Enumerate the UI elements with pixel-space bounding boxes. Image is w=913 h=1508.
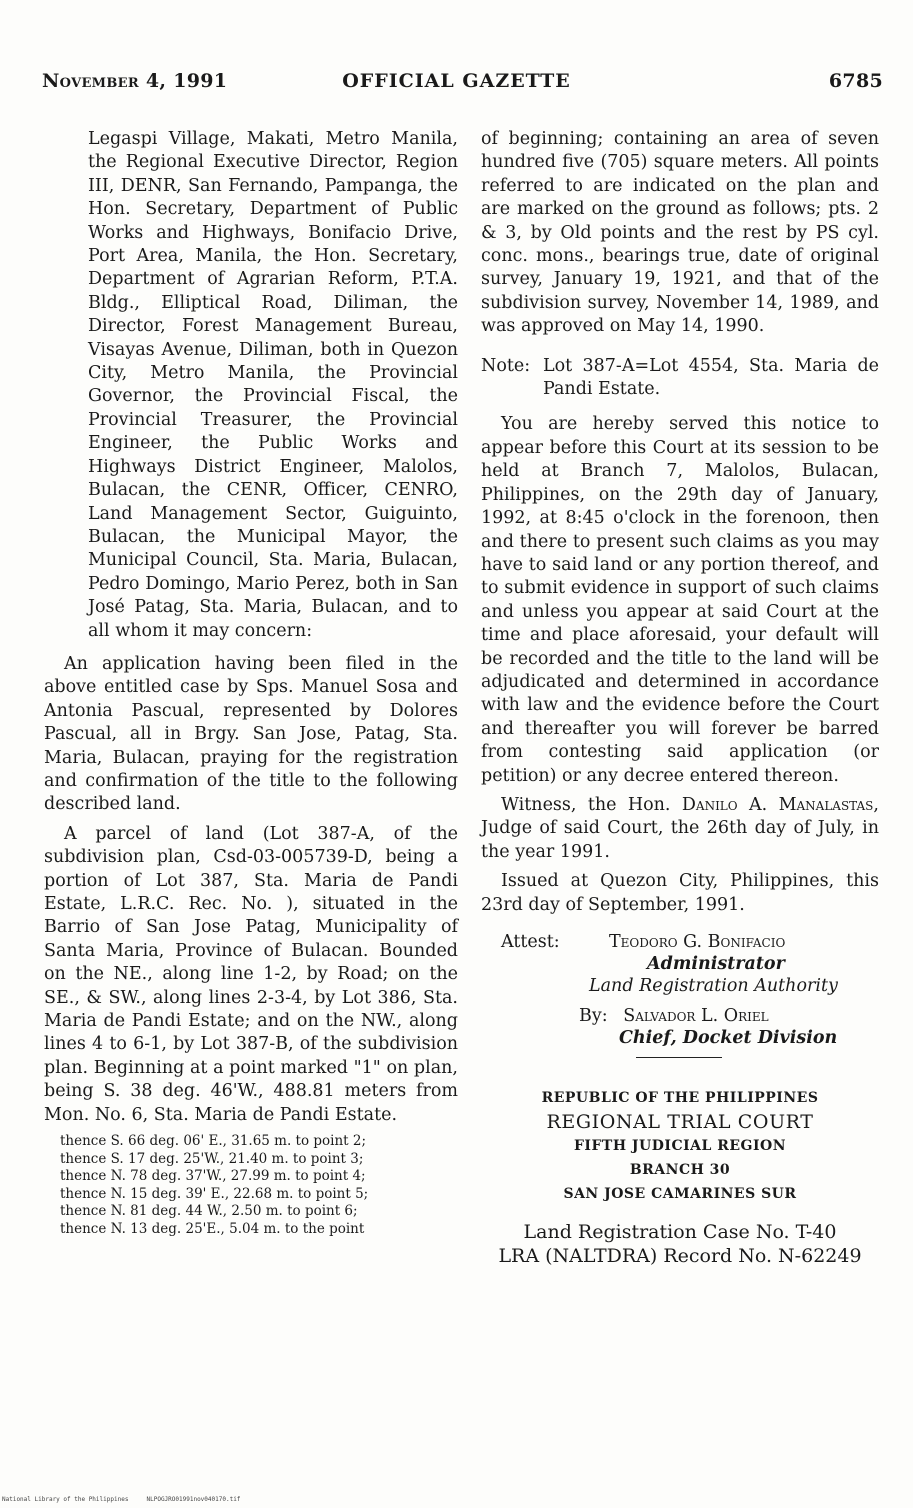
bearing-line: thence S. 66 deg. 06' E., 31.65 m. to point 2; bbox=[60, 1133, 367, 1150]
record-number: LRA (NALTDRA) Record No. N-62249 bbox=[498, 1245, 862, 1267]
note bbox=[481, 355, 879, 402]
scan-footer: National Library of the Philippines NLPOGJRO01991nov040170.tif bbox=[2, 1496, 241, 1503]
bearing-line: thence N. 78 deg. 37'W., 27.99 m. to point 4; bbox=[60, 1168, 366, 1185]
bearing-line: thence S. 17 deg. 25'W., 21.40 m. to point 3; bbox=[60, 1150, 364, 1167]
case-number: Land Registration Case No. T-40 bbox=[523, 1221, 837, 1243]
authority-name: Land Registration Authority bbox=[589, 976, 838, 996]
page-number: 6785 bbox=[828, 70, 883, 92]
attestation bbox=[481, 931, 879, 1049]
docket-chief-name: Salvador L. Oriel bbox=[623, 1006, 769, 1026]
bearing-line: thence N. 81 deg. 44 W., 2.50 m. to point 6; bbox=[60, 1203, 358, 1220]
bearings-list bbox=[44, 1133, 458, 1238]
witness-paragraph bbox=[481, 794, 879, 864]
region-heading: FIFTH JUDICIAL REGION bbox=[573, 1138, 787, 1154]
witness-post: Judge of said Court, the 26th day of July, in the year 1991. bbox=[481, 818, 879, 862]
publication-title: OFFICIAL GAZETTE bbox=[342, 70, 571, 92]
administrator-name: Teodoro G. Bonifacio bbox=[609, 932, 786, 952]
parcel-description: A parcel of land (Lot 387-A, of the subdivision plan, Csd-03-005739-D, being a portion of Lot 387, Sta. Maria de Pandi Estate, L.R.C. Rec. No. ), situated in the Barrio of San Jose Patag, Municipality of Santa Maria, Province of Bulacan. Bounded on the NE., along line 1-2, by Road; on the SE., & SW., along lines 2-3-4, by Lot 386, Sta. Maria de Pandi Estate; and on the NW., along lines 4 to 6-1, by Lot 387-B, of the subdivision plan. Beginning at a point marked "1" on plan, being S. 38 deg. 46'W., 488.81 meters from Mon. No. 6, Sta. Maria de Pandi Estate. bbox=[44, 823, 458, 1125]
court-heading: REGIONAL TRIAL COURT bbox=[546, 1111, 814, 1133]
right-column bbox=[481, 128, 879, 1268]
bearing-line: thence N. 13 deg. 25'E., 5.04 m. to the point bbox=[60, 1220, 365, 1237]
note-label: Note: bbox=[481, 355, 531, 376]
witness-pre: Witness, the Hon. bbox=[501, 794, 671, 815]
docket-chief-title: Chief, Docket Division bbox=[619, 1028, 838, 1048]
by-label: By: bbox=[579, 1006, 608, 1026]
note-text: Lot 387-A=Lot 4554, Sta. Maria de Pandi Estate. bbox=[543, 355, 879, 400]
attest-label: Attest: bbox=[501, 932, 560, 952]
by-signature bbox=[481, 1005, 879, 1049]
left-column bbox=[44, 128, 458, 1238]
republic-heading: REPUBLIC OF THE PHILIPPINES bbox=[541, 1090, 819, 1106]
application-paragraph: An application having been filed in the above entitled case by Sps. Manuel Sosa and Antonia Pascual, represented by Dolores Pascual, all in Brgy. San Jose, Patag, Sta. Maria, Bulacan, praying for the registration and confirmation of the title to the following described land. bbox=[44, 653, 458, 815]
notice-paragraph: You are hereby served this notice to appear before this Court at its session to be held at Branch 7, Malolos, Bulacan, Philippines, on the 29th day of January, 1992, at 8:45 o'clock in the forenoon, then and there to present such claims as you may have to said land or any portion thereof, and to submit evidence in support of such claims and unless you appear at said Court at the time and place aforesaid, your default will be recorded and the title to the land will be adjudicated and determined in accordance with law and the evidence before the Court and thereafter you will forever be barred from contesting said application (or petition) or any decree entered thereon. bbox=[481, 414, 879, 786]
header-date: November 4, 1991 bbox=[42, 70, 228, 92]
administrator-title: Administrator bbox=[647, 954, 785, 974]
judge-name: Danilo A. Manalastas, bbox=[681, 794, 879, 815]
parcel-continuation: of beginning; containing an area of seven hundred five (705) square meters. All points referred to are indicated on the plan and are marked on the ground as follows; pts. 2 & 3, by Old points and the rest by PS cyl. conc. mons., bearings true, date of original survey, January 19, 1921, and that of the subdivision survey, November 14, 1989, and was approved on May 14, 1990. bbox=[481, 129, 879, 337]
section-divider bbox=[636, 1057, 722, 1058]
bearing-line: thence N. 15 deg. 39' E., 22.68 m. to point 5; bbox=[60, 1185, 369, 1202]
branch-heading: BRANCH 30 bbox=[629, 1162, 731, 1178]
place-heading: SAN JOSE CAMARINES SUR bbox=[563, 1186, 797, 1202]
notice-addressees: Legaspi Village, Makati, Metro Manila, the Regional Executive Director, Region III, DENR, San Fernando, Pampanga, the Hon. Secretary, Department of Public Works and Highways, Bonifacio Drive, Port Area, Manila, the Hon. Secretary, Department of Agrarian Reform, P.T.A. Bldg., Elliptical Road, Diliman, the Director, Forest Management Bureau, Visayas Avenue, Diliman, both in Quezon City, Metro Manila, the Provincial Governor, the Provincial Fiscal, the Provincial Treasurer, the Provincial Engineer, the Public Works and Highways District Engineer, Malolos, Bulacan, the CENR, Officer, CENRO, Land Management Sector, Guiguinto, Bulacan, the Municipal Mayor, the Municipal Council, Sta. Maria, Bulacan, Pedro Domingo, Mario Perez, both in San José Patag, Sta. Maria, Bulacan, and to all whom it may concern: bbox=[88, 129, 458, 641]
issued-paragraph: Issued at Quezon City, Philippines, this 23rd day of September, 1991. bbox=[481, 871, 879, 915]
